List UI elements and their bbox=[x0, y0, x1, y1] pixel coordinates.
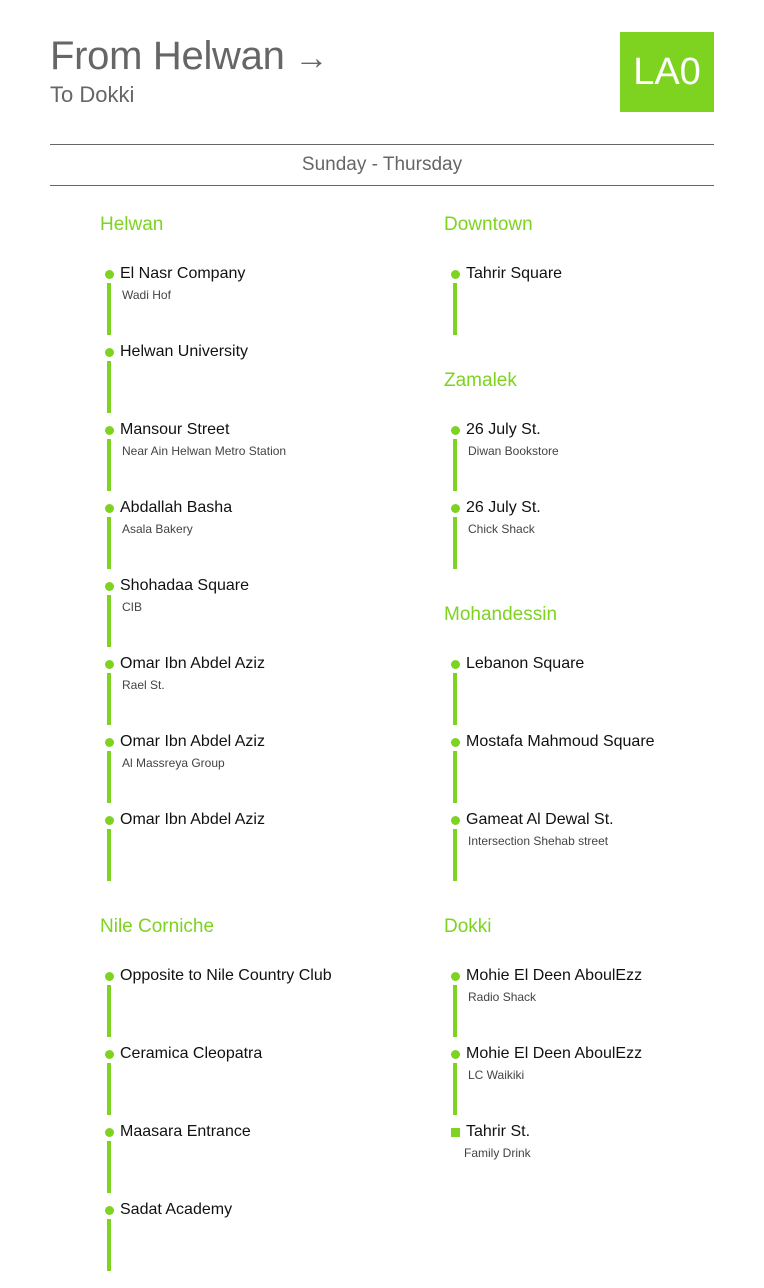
stop-list bbox=[444, 654, 655, 888]
stop-dot-icon bbox=[451, 738, 460, 747]
stop-list bbox=[98, 264, 287, 888]
route-line bbox=[453, 1063, 457, 1115]
section-nile-corniche bbox=[100, 916, 332, 1278]
stop-item bbox=[98, 810, 265, 888]
stop-dot-icon bbox=[105, 348, 114, 357]
stop-name: Mansour Street bbox=[120, 421, 230, 438]
route-code-badge: LA0 bbox=[620, 32, 714, 112]
stop-item bbox=[98, 498, 233, 576]
stop-landmark: Diwan Bookstore bbox=[468, 444, 559, 458]
route-line bbox=[107, 1219, 111, 1271]
stop-dot-icon bbox=[451, 660, 460, 669]
stop-item bbox=[444, 1044, 643, 1122]
stop-name: Mohie El Deen AboulEzz bbox=[466, 967, 643, 984]
stop-dot-icon bbox=[105, 426, 114, 435]
stop-dot-icon bbox=[105, 504, 114, 513]
stop-name: Gameat Al Dewal St. bbox=[466, 811, 614, 828]
stop-name: Lebanon Square bbox=[466, 655, 585, 672]
stop-item bbox=[98, 732, 265, 810]
stop-landmark: Intersection Shehab street bbox=[468, 834, 609, 848]
stop-name: El Nasr Company bbox=[120, 265, 246, 282]
stop-item bbox=[444, 810, 614, 888]
stop-dot-icon bbox=[451, 972, 460, 981]
route-line bbox=[107, 673, 111, 725]
stop-item bbox=[98, 1200, 233, 1278]
route-to-subtitle: To Dokki bbox=[50, 82, 135, 107]
stop-dot-icon bbox=[451, 426, 460, 435]
stop-landmark: Wadi Hof bbox=[122, 288, 171, 302]
route-line bbox=[453, 283, 457, 335]
route-line bbox=[107, 1063, 111, 1115]
stop-list bbox=[98, 966, 332, 1278]
route-line bbox=[107, 751, 111, 803]
stop-item-final bbox=[444, 1122, 531, 1200]
stop-landmark: LC Waikiki bbox=[468, 1068, 525, 1082]
stop-list bbox=[444, 966, 643, 1200]
route-line bbox=[453, 517, 457, 569]
stop-item bbox=[444, 966, 643, 1044]
route-line bbox=[107, 439, 111, 491]
stop-dot-icon bbox=[451, 504, 460, 513]
stop-dot-icon bbox=[105, 1206, 114, 1215]
stop-name: 26 July St. bbox=[466, 421, 541, 438]
section-zamalek bbox=[444, 370, 559, 576]
stop-dot-icon bbox=[451, 816, 460, 825]
route-line bbox=[107, 283, 111, 335]
stop-landmark: CIB bbox=[122, 600, 143, 614]
stop-name: Tahrir St. bbox=[466, 1123, 531, 1140]
stop-name: Abdallah Basha bbox=[120, 499, 233, 516]
stop-name: Shohadaa Square bbox=[120, 577, 249, 594]
stop-dot-icon bbox=[451, 270, 460, 279]
stop-item bbox=[444, 264, 563, 342]
route-line bbox=[107, 595, 111, 647]
section-helwan bbox=[100, 214, 287, 888]
stop-name: Tahrir Square bbox=[466, 265, 563, 282]
route-line bbox=[107, 517, 111, 569]
stop-item bbox=[98, 576, 249, 654]
final-stop-square-icon bbox=[451, 1128, 460, 1137]
stop-dot-icon bbox=[105, 972, 114, 981]
stop-list bbox=[444, 420, 559, 576]
section-title: Mohandessin bbox=[444, 604, 558, 625]
stop-dot-icon bbox=[105, 738, 114, 747]
stop-item bbox=[444, 654, 585, 732]
section-mohandessin bbox=[444, 604, 655, 888]
stop-landmark: Family Drink bbox=[464, 1146, 531, 1160]
stop-landmark: Chick Shack bbox=[468, 522, 535, 536]
route-header bbox=[50, 32, 714, 112]
route-line bbox=[107, 361, 111, 413]
stop-item bbox=[444, 732, 655, 810]
stop-dot-icon bbox=[105, 1050, 114, 1059]
route-line bbox=[453, 985, 457, 1037]
stop-landmark: Near Ain Helwan Metro Station bbox=[122, 444, 287, 458]
stop-item bbox=[98, 654, 265, 732]
stop-name: Omar Ibn Abdel Aziz bbox=[120, 655, 265, 672]
stop-name: Ceramica Cleopatra bbox=[120, 1045, 263, 1062]
stop-dot-icon bbox=[105, 1128, 114, 1137]
stop-dot-icon bbox=[105, 816, 114, 825]
stop-dot-icon bbox=[105, 270, 114, 279]
stop-name: 26 July St. bbox=[466, 499, 541, 516]
stop-name: Maasara Entrance bbox=[120, 1123, 251, 1140]
stop-item bbox=[98, 1122, 251, 1200]
stop-landmark: Asala Bakery bbox=[122, 522, 193, 536]
section-title: Helwan bbox=[100, 214, 164, 235]
route-line bbox=[453, 751, 457, 803]
stop-name: Mostafa Mahmoud Square bbox=[466, 733, 655, 750]
schedule-days: Sunday - Thursday bbox=[50, 144, 714, 186]
route-line bbox=[453, 829, 457, 881]
section-title: Nile Corniche bbox=[100, 916, 215, 937]
stop-name: Sadat Academy bbox=[120, 1201, 233, 1218]
arrow-right-icon: → bbox=[294, 39, 329, 77]
stop-landmark: Radio Shack bbox=[468, 990, 537, 1004]
stop-item bbox=[98, 420, 287, 498]
stop-item bbox=[98, 264, 246, 342]
stop-dot-icon bbox=[105, 582, 114, 591]
stop-dot-icon bbox=[451, 1050, 460, 1059]
section-title: Dokki bbox=[444, 916, 492, 937]
section-title: Zamalek bbox=[444, 370, 517, 391]
route-line bbox=[453, 673, 457, 725]
section-downtown bbox=[444, 214, 563, 342]
stop-landmark: Rael St. bbox=[122, 678, 165, 692]
stop-name: Omar Ibn Abdel Aziz bbox=[120, 811, 265, 828]
section-title: Downtown bbox=[444, 214, 533, 235]
stop-name: Mohie El Deen AboulEzz bbox=[466, 1045, 643, 1062]
stop-list bbox=[444, 264, 563, 342]
route-from-label: From Helwan bbox=[50, 34, 285, 78]
route-from-title bbox=[50, 32, 328, 82]
stop-name: Opposite to Nile Country Club bbox=[120, 967, 332, 984]
route-line bbox=[107, 1141, 111, 1193]
stop-item bbox=[98, 966, 332, 1044]
stop-landmark: Al Massreya Group bbox=[122, 756, 225, 770]
stop-item bbox=[98, 1044, 263, 1122]
route-line bbox=[453, 439, 457, 491]
stop-dot-icon bbox=[105, 660, 114, 669]
stop-item bbox=[98, 342, 249, 420]
route-line bbox=[107, 829, 111, 881]
stop-name: Omar Ibn Abdel Aziz bbox=[120, 733, 265, 750]
stop-item bbox=[444, 498, 541, 576]
stop-item bbox=[444, 420, 559, 498]
section-dokki bbox=[444, 916, 643, 1200]
route-line bbox=[107, 985, 111, 1037]
stop-name: Helwan University bbox=[120, 343, 249, 360]
